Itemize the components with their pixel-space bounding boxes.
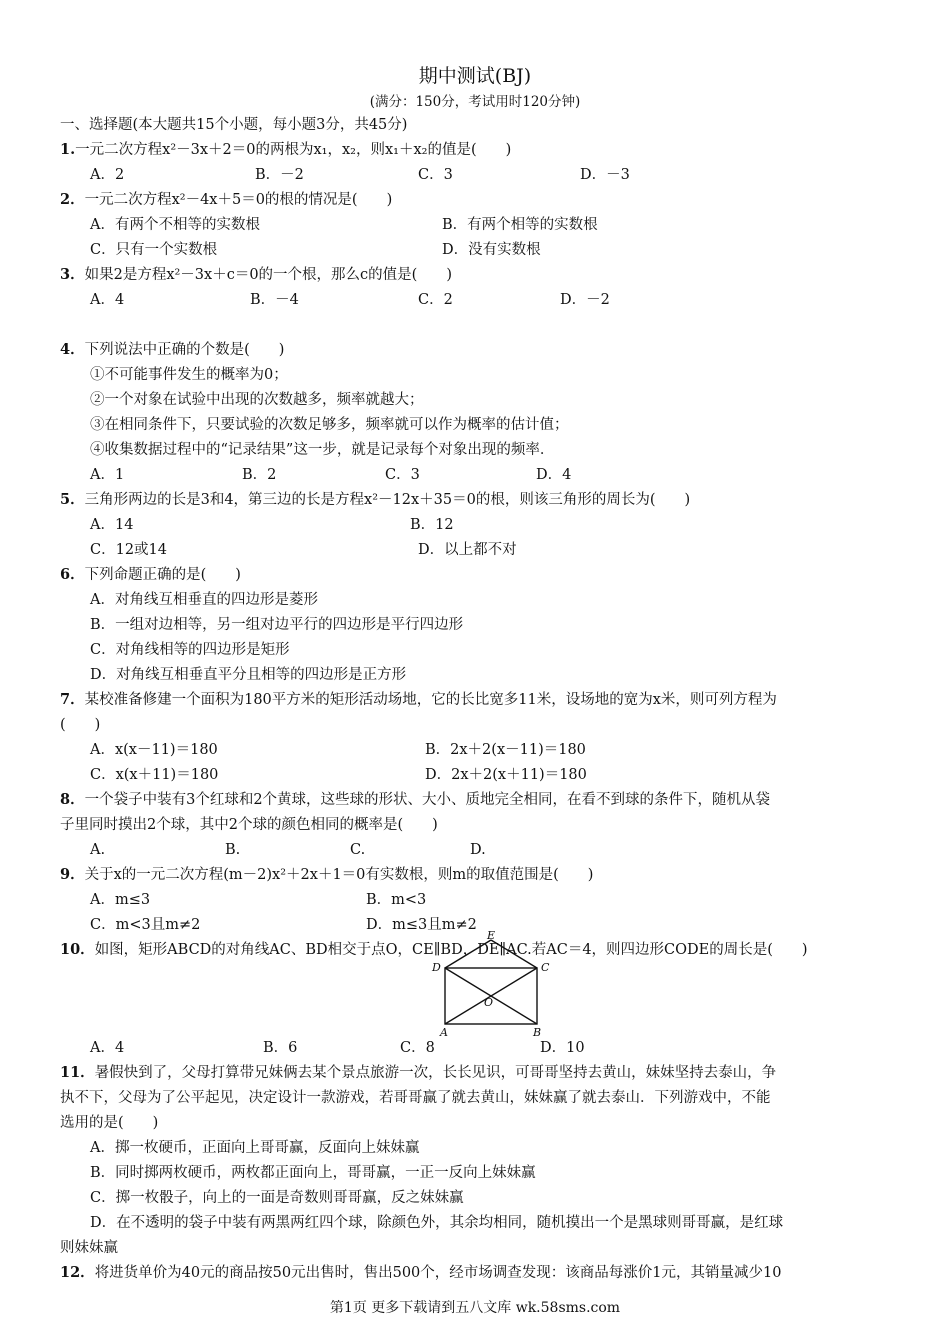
q6-option-d: D．对角线互相垂直平分且相等的四边形是正方形 (90, 667, 407, 683)
q4-option-d: D．4 (536, 467, 572, 483)
q5-option-d: D．以上都不对 (418, 542, 517, 558)
q11-option-c: C．掷一枚骰子，向上的一面是奇数则哥哥赢，反之妹妹赢 (90, 1190, 464, 1206)
q6-option-a: A．对角线互相垂直的四边形是菱形 (90, 592, 318, 608)
q11-option-d: D．在不透明的袋子中装有两黑两红四个球，除颜色外，其余均相同，随机摸出一个是黑球则哥哥赢，是红球 (90, 1215, 784, 1231)
question-number: 10． (60, 941, 95, 958)
label-d: D (432, 961, 441, 974)
question-text: 一个袋子中装有3个红球和2个黄球，这些球的形状、大小、质地完全相同，在看不到球的条件下，随机从袋 (84, 792, 771, 808)
label-e: E (487, 929, 496, 942)
question-text: 一元二次方程x²－3x＋2＝0的两根为x₁，x₂，则x₁＋x₂的值是( ) (75, 142, 512, 158)
page-subtitle: (满分：150分，考试用时120分钟) (369, 94, 581, 110)
question-7 (60, 690, 777, 710)
question-number: 2． (60, 191, 85, 208)
question-text: 三角形两边的长是3和4，第三边的长是方程x²－12x＋35＝0的根，则该三角形的周长为( ) (84, 492, 691, 508)
label-c: C (541, 961, 550, 974)
question-text: 关于x的一元二次方程(m－2)x²＋2x＋1＝0有实数根，则m的取值范围是( ) (84, 867, 594, 883)
q9-option-b: B．m<3 (366, 892, 427, 908)
question-2 (60, 190, 392, 210)
q2-option-d: D．没有实数根 (442, 242, 541, 258)
q11-option-b: B．同时掷两枚硬币，两枚都正面向上，哥哥赢，一正一反向上妹妹赢 (90, 1165, 536, 1181)
question-7-cont: ( ) (60, 717, 101, 733)
label-o: O (484, 996, 494, 1009)
q8-option-a: A. (90, 842, 106, 858)
question-number: 5． (60, 491, 85, 508)
q5-option-a: A．14 (90, 517, 134, 533)
q3-option-d: D．－2 (560, 292, 610, 308)
q7-option-d: D．2x＋2(x＋11)＝180 (425, 767, 587, 783)
question-11 (60, 1063, 776, 1083)
question-text: 一元二次方程x²－4x＋5＝0的根的情况是( ) (84, 192, 393, 208)
rectangle-figure (425, 928, 555, 1040)
q8-option-d: D. (470, 842, 486, 858)
segment-de (445, 940, 491, 968)
question-text: 暑假快到了，父母打算带兄妹俩去某个景点旅游一次，长长见识，可哥哥坚持去黄山，妹妹坚持去泰山，争 (94, 1065, 777, 1081)
q9-option-c: C．m<3且m≠2 (90, 917, 201, 933)
q3-option-c: C．2 (418, 292, 453, 308)
q5-option-c: C．12或14 (90, 542, 167, 558)
question-text: 某校准备修建一个面积为180平方米的矩形活动场地，它的长比宽多11米，设场地的宽为x米，则可列方程为 (84, 692, 777, 708)
q3-option-a: A．4 (90, 292, 125, 308)
q1-option-d: D．－3 (580, 167, 630, 183)
question-number: 12． (60, 1264, 95, 1281)
q11-option-d-cont: 则妹妹赢 (60, 1240, 118, 1256)
question-text: 下列说法中正确的个数是( ) (84, 342, 285, 358)
question-number: 6． (60, 566, 85, 583)
q10-option-b: B．6 (263, 1040, 298, 1056)
q4-statement-1: ①不可能事件发生的概率为0； (90, 367, 288, 383)
question-6 (60, 565, 241, 585)
question-number: 11． (60, 1064, 95, 1081)
question-text: 将进货单价为40元的商品按50元出售时，售出500个，经市场调查发现：该商品每涨价1元，其销量减少10 (94, 1265, 782, 1281)
q10-option-d: D．10 (540, 1040, 585, 1056)
section-heading: 一、选择题(本大题共15个小题，每小题3分，共45分) (60, 117, 408, 133)
question-12 (60, 1263, 781, 1283)
q4-statement-4: ④收集数据过程中的“记录结果”这一步，就是记录每个对象出现的频率． (90, 442, 555, 458)
q2-option-b: B．有两个相等的实数根 (442, 217, 598, 233)
question-number: 1. (60, 141, 76, 158)
question-number: 7． (60, 691, 85, 708)
question-number: 4． (60, 341, 85, 358)
q9-option-d: D．m≤3且m≠2 (366, 917, 477, 933)
segment-ce (491, 940, 537, 968)
q10-option-a: A．4 (90, 1040, 125, 1056)
question-3 (60, 265, 452, 285)
q9-option-a: A．m≤3 (90, 892, 151, 908)
question-number: 9． (60, 866, 85, 883)
question-5 (60, 490, 690, 510)
q4-statement-3: ③在相同条件下，只要试验的次数足够多，频率就可以作为概率的估计值； (90, 417, 569, 433)
question-11-cont2: 选用的是( ) (60, 1115, 159, 1131)
q7-option-a: A．x(x－11)＝180 (90, 742, 218, 758)
q10-option-c: C．8 (400, 1040, 435, 1056)
question-number: 8． (60, 791, 85, 808)
q1-option-b: B．－2 (255, 167, 304, 183)
q4-statement-2: ②一个对象在试验中出现的次数越多，频率就越大； (90, 392, 424, 408)
question-number: 3． (60, 266, 85, 283)
q4-option-b: B．2 (242, 467, 277, 483)
q2-option-c: C．只有一个实数根 (90, 242, 218, 258)
question-11-cont: 执不下，父母为了公平起见，决定设计一款游戏，若哥哥赢了就去黄山，妹妹赢了就去泰山．下列游戏中，不能 (60, 1090, 771, 1106)
q8-option-b: B. (225, 842, 241, 858)
q11-option-a: A．掷一枚硬币，正面向上哥哥赢，反面向上妹妹赢 (90, 1140, 420, 1156)
q5-option-b: B．12 (410, 517, 454, 533)
question-1 (60, 140, 511, 160)
q6-option-c: C．对角线相等的四边形是矩形 (90, 642, 290, 658)
label-b: B (533, 1026, 542, 1039)
q7-option-b: B．2x＋2(x－11)＝180 (425, 742, 586, 758)
q6-option-b: B．一组对边相等，另一组对边平行的四边形是平行四边形 (90, 617, 464, 633)
label-a: A (440, 1026, 448, 1039)
question-9 (60, 865, 593, 885)
page-title: 期中测试(BJ) (418, 65, 532, 87)
question-8-cont: 子里同时摸出2个球，其中2个球的颜色相同的概率是( ) (60, 817, 438, 833)
q8-option-c: C. (350, 842, 366, 858)
q7-option-c: C．x(x＋11)＝180 (90, 767, 219, 783)
q3-option-b: B．－4 (250, 292, 299, 308)
q2-option-a: A．有两个不相等的实数根 (90, 217, 260, 233)
question-4 (60, 340, 284, 360)
q4-option-c: C．3 (385, 467, 420, 483)
q4-option-a: A．1 (90, 467, 125, 483)
question-text: 如果2是方程x²－3x＋c＝0的一个根，那么c的值是( ) (84, 267, 452, 283)
q1-option-c: C．3 (418, 167, 453, 183)
page-footer: 第1页 更多下载请到五八文库 wk.58sms.com (329, 1300, 621, 1316)
question-text: 如图，矩形ABCD的对角线AC、BD相交于点O，CE∥BD，DE∥AC.若AC＝4，则四边形CODE的周长是( ) (94, 942, 808, 958)
question-8 (60, 790, 770, 810)
q1-option-a: A．2 (90, 167, 125, 183)
question-text: 下列命题正确的是( ) (84, 567, 241, 583)
